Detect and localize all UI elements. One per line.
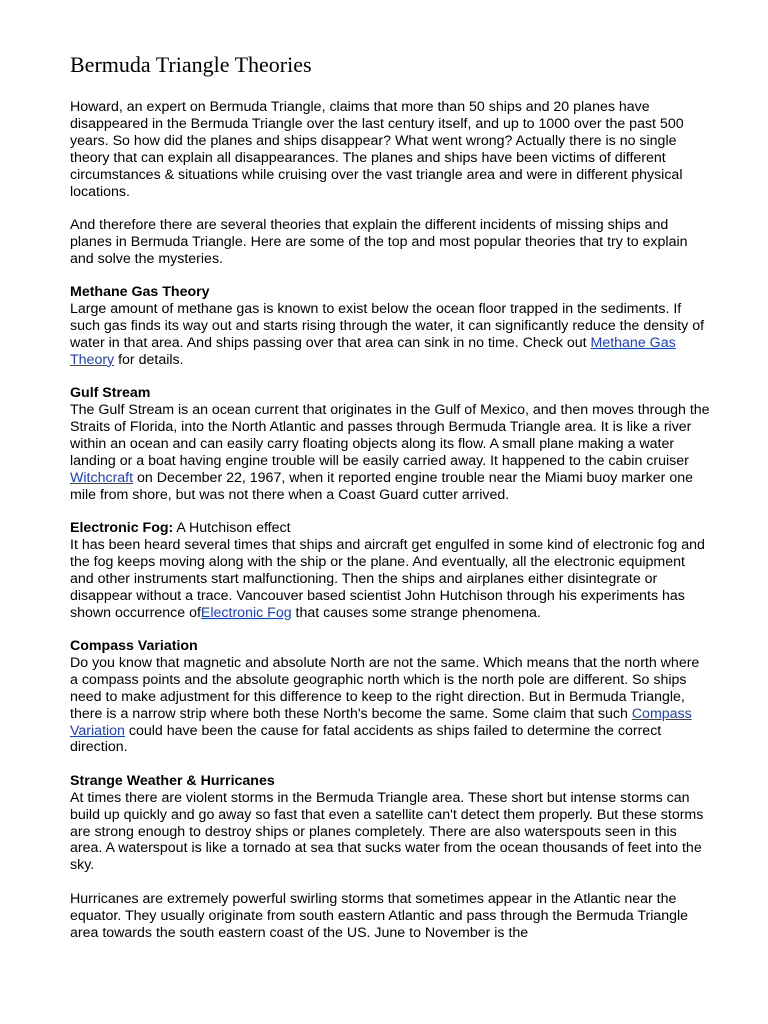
section-subheading-electronic-fog: A Hutchison effect — [173, 520, 291, 537]
section-heading-methane: Methane Gas Theory — [70, 284, 210, 301]
section-text-compass-variation: Do you know that magnetic and absolute North are not the same. Which means that the north where a compass points and the absolute geographic north which is the north pole are different. So ships need to make adjustment for this difference to keep to the right direction. But in Bermuda Triangle, there is a narrow strip where both these North's become the same. Some claim that such — [70, 654, 700, 722]
section-text-gulf-stream: The Gulf Stream is an ocean current that originates in the Gulf of Mexico, and then moves through the Straits of Florida, into the North Atlantic and passes through Bermuda Triangle area. It is like a river within an ocean and can easily carry floating objects along its flow. A small plane making a water landing or a boat having engine trouble will be easily carried away. It happened to the cabin cruiser — [70, 402, 710, 469]
section-text-methane: Large amount of methane gas is known to exist below the ocean floor trapped in the sediments. If such gas finds its way out and starts rising through the water, it can significantly reduce the density of water in that area. And ships passing over that area can sink in no time. Check out — [70, 301, 705, 351]
section-gulf-stream — [70, 385, 710, 503]
section-text-strange-weather: At times there are violent storms in the Bermuda Triangle area. These short but intense storms can build up quickly and go away so fast that even a satellite can't detect them properly. But these storms are strong enough to destroy ships or planes completely. There are also waterspouts seen in this area. A waterspout is like a tornado at sea that sucks water from the ocean thousands of feet into the sky. — [70, 789, 704, 874]
section-compass-variation — [70, 638, 710, 756]
link-electronic-fog[interactable]: Electronic Fog — [200, 604, 292, 621]
section-heading-electronic-fog-title: Electronic Fog: — [70, 520, 174, 537]
intro-paragraph-1: Howard, an expert on Bermuda Triangle, claims that more than 50 ships and 20 planes have disappeared in the Bermuda Triangle over the last century itself, and up to 1000 over the past 500 years. So how did the planes and ships disappear? What went wrong? Actually there is no single theory that can explain all disappearances. The planes and ships have been victims of different circumstances & situations while cruising over the vast triangle area and were in different physical locations. — [70, 99, 684, 200]
section-methane — [70, 284, 710, 369]
page-title: Bermuda Triangle Theories — [70, 52, 312, 77]
link-witchcraft[interactable]: Witchcraft — [70, 469, 134, 486]
section-heading-compass-variation: Compass Variation — [70, 637, 198, 654]
intro-paragraph-2: And therefore there are several theories that explain the different incidents of missing ships and planes in Bermuda Triangle. Here are some of the top and most popular theories that try to explain and solve the mysteries. — [70, 216, 688, 267]
section-text-methane-end: for details. — [114, 351, 184, 368]
link-compass-variation[interactable]: Compass Variation — [70, 705, 692, 739]
section-electronic-fog — [70, 520, 710, 621]
section-heading-electronic-fog — [70, 520, 710, 537]
section-strange-weather — [70, 773, 710, 874]
section-text-electronic-fog-end: that causes some strange phenomena. — [291, 604, 541, 621]
link-methane-gas-theory[interactable]: Methane Gas Theory — [70, 334, 676, 368]
document-body — [70, 99, 710, 958]
section-text-gulf-stream-end: on December 22, 1967, when it reported engine trouble near the Miami buoy marker one mile from shore, but was not there when a Coast Guard cutter arrived. — [70, 469, 694, 503]
section-text-compass-variation-end: could have been the cause for fatal accidents as ships failed to determine the correct direction. — [70, 722, 662, 756]
section-heading-strange-weather: Strange Weather & Hurricanes — [70, 772, 275, 789]
section-text-electronic-fog: It has been heard several times that ships and aircraft get engulfed in some kind of electronic fog and the fog keeps moving along with the ship or the plane. And eventually, all the electronic equipment and other instruments start malfunctioning. Then the ships and airplanes either disintegrate or disappear without a trace. Vancouver based scientist John Hutchison through his experiments has shown occurrence of — [70, 536, 705, 621]
hurricanes-paragraph: Hurricanes are extremely powerful swirling storms that sometimes appear in the Atlantic near the equator. They usually originate from south eastern Atlantic and pass through the Bermuda Triangle area towards the south eastern coast of the US. June to November is the — [70, 890, 689, 941]
section-heading-gulf-stream: Gulf Stream — [70, 385, 151, 402]
